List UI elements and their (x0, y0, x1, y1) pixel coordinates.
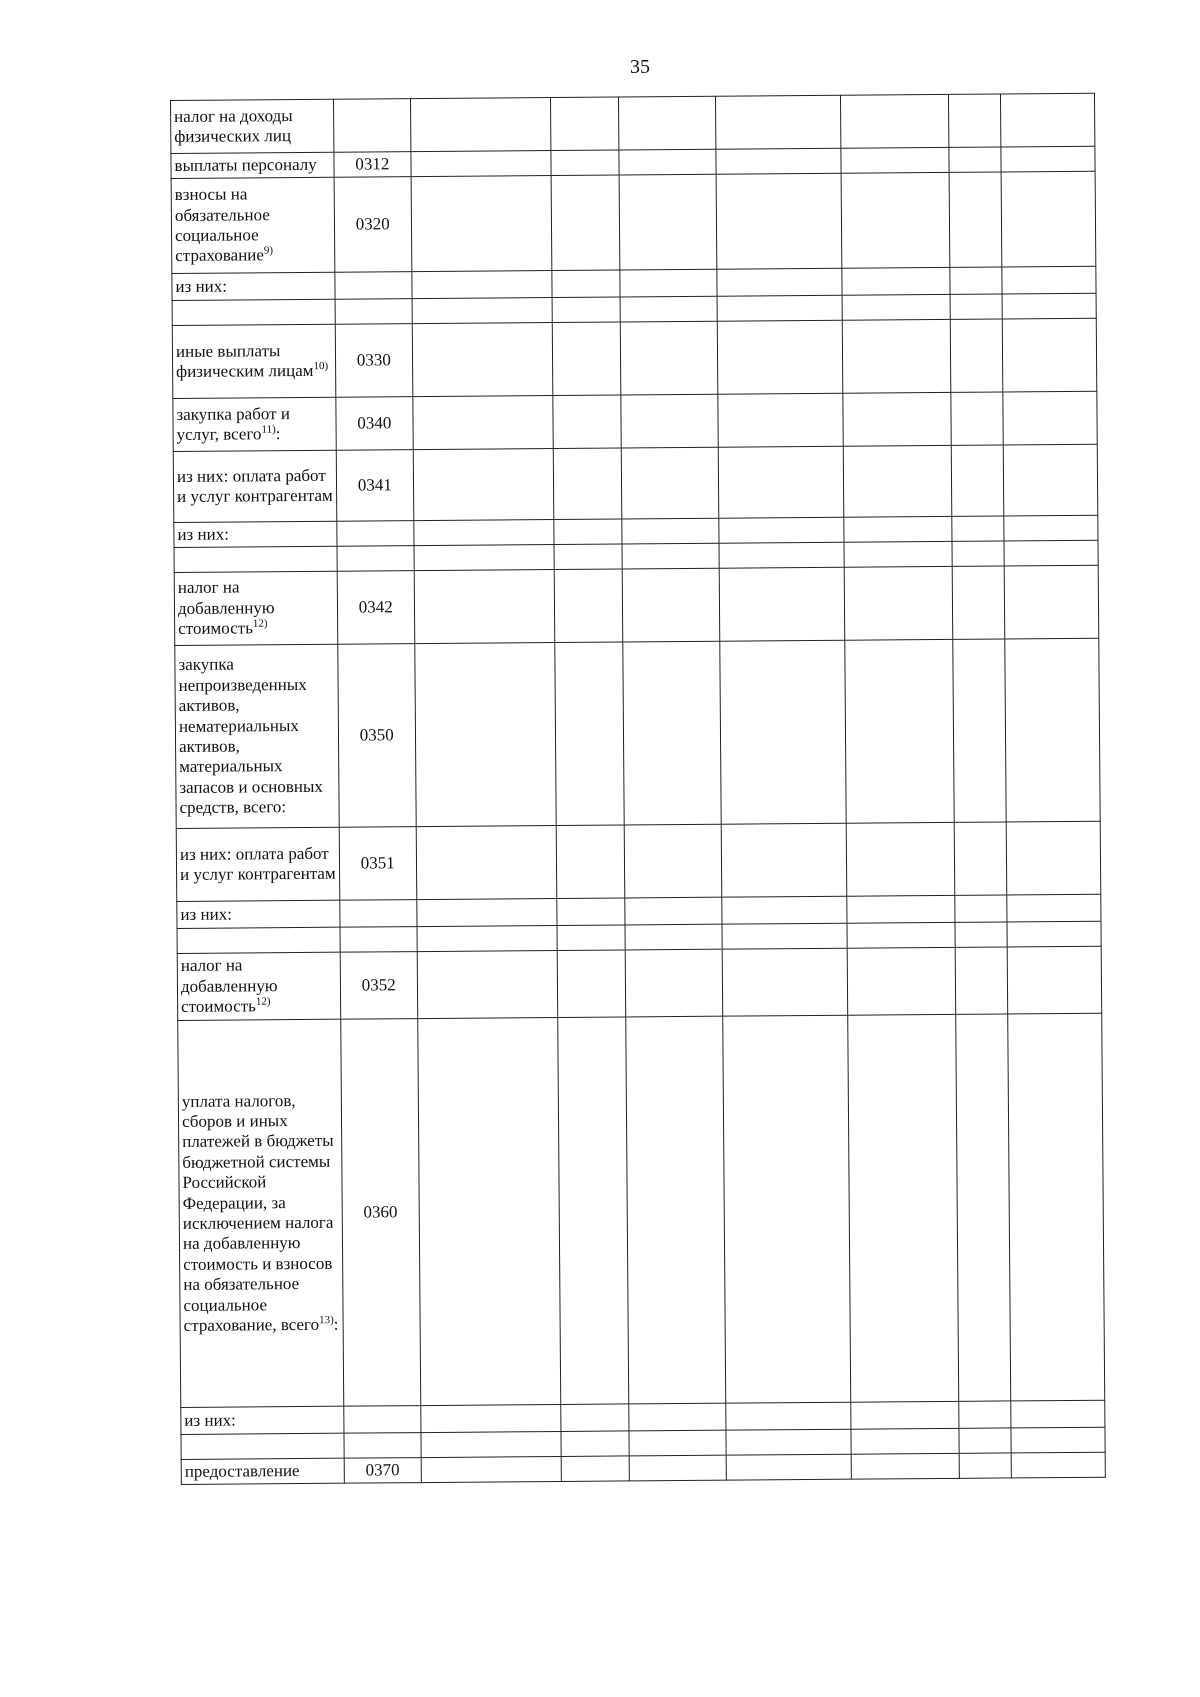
footnote-marker: 11) (261, 423, 276, 436)
empty-cell (624, 897, 722, 925)
empty-cell (719, 567, 845, 641)
empty-cell (416, 825, 557, 899)
empty-cell (551, 175, 619, 271)
empty-cell (842, 319, 951, 393)
row-code: 0330 (335, 324, 413, 398)
empty-cell (952, 566, 1004, 639)
empty-cell (717, 268, 842, 296)
empty-cell (410, 98, 551, 152)
empty-cell (412, 298, 552, 324)
empty-cell (554, 569, 622, 643)
empty-cell (1006, 894, 1101, 922)
empty-cell (412, 323, 553, 397)
empty-cell (723, 1015, 851, 1403)
row-label-text: из них: (177, 524, 229, 544)
empty-cell (844, 516, 952, 542)
empty-cell (953, 639, 1006, 822)
empty-cell (628, 1403, 726, 1431)
empty-cell (1011, 1452, 1105, 1478)
table-row (173, 391, 1097, 451)
empty-cell (413, 449, 554, 521)
empty-cell (418, 1017, 561, 1405)
row-code (335, 272, 412, 300)
row-label-text: иные выплаты физическим лицам (175, 340, 314, 381)
row-label-text: закупка непроизведенных активов, нематериальных активов, материальных запасов и основных средств, всего: (178, 654, 323, 818)
empty-cell (622, 568, 720, 642)
empty-cell (1003, 515, 1097, 541)
row-label-text: выплаты персоналу (174, 154, 317, 175)
empty-cell (847, 922, 955, 948)
empty-cell (722, 923, 847, 949)
empty-cell (552, 270, 620, 298)
empty-cell (952, 516, 1004, 541)
empty-cell (414, 569, 555, 643)
empty-cell (421, 1456, 561, 1482)
footnote-marker: 9) (263, 244, 274, 258)
empty-cell (841, 172, 950, 268)
row-label (173, 450, 336, 522)
row-label (177, 927, 340, 953)
footnote-marker: 12) (252, 617, 268, 630)
empty-cell (551, 97, 619, 151)
empty-cell (949, 94, 1001, 147)
row-code (335, 299, 412, 325)
empty-cell (851, 1401, 959, 1429)
empty-cell (555, 642, 624, 826)
empty-cell (553, 395, 621, 449)
row-code: 0352 (340, 952, 418, 1020)
empty-cell (716, 173, 842, 269)
footnote-marker: 13) (318, 1314, 334, 1327)
row-label (173, 397, 336, 451)
empty-cell (1004, 540, 1098, 566)
empty-cell (421, 1431, 561, 1457)
empty-cell (1007, 946, 1102, 1014)
row-label (174, 521, 337, 547)
empty-cell (625, 949, 723, 1017)
row-label-text: из них: (184, 1410, 236, 1430)
empty-cell (726, 1454, 851, 1480)
empty-cell (413, 396, 554, 450)
empty-cell (619, 174, 717, 270)
empty-cell (620, 321, 718, 395)
empty-cell (629, 1455, 727, 1481)
empty-cell (951, 392, 1003, 445)
empty-cell (620, 394, 718, 448)
empty-cell (417, 925, 557, 951)
row-label-text: из них: (175, 276, 228, 296)
empty-cell (558, 1017, 628, 1405)
row-label-text: налог на добавленную стоимость (177, 577, 275, 639)
row-label (172, 324, 335, 398)
empty-cell (952, 541, 1004, 566)
row-label (181, 1406, 344, 1434)
row-label-text: из них: оплата работ и услуг контрагентам (179, 843, 336, 884)
empty-cell (551, 150, 619, 176)
row-code: 0350 (338, 644, 417, 828)
table-row (171, 93, 1095, 153)
empty-cell (552, 297, 620, 323)
empty-cell (848, 1014, 959, 1402)
empty-cell (846, 822, 955, 896)
empty-cell (851, 1428, 959, 1454)
empty-cell (955, 922, 1007, 947)
row-label-text: из них: (180, 904, 232, 924)
row-label (177, 900, 340, 928)
row-code: 0351 (339, 827, 417, 901)
empty-cell (955, 822, 1007, 895)
row-label-tail: : (333, 1314, 339, 1334)
empty-cell (1002, 293, 1096, 319)
empty-cell (415, 642, 557, 826)
empty-cell (956, 1014, 1010, 1401)
empty-cell (1010, 1400, 1105, 1428)
empty-cell (1011, 1427, 1105, 1453)
row-code (337, 546, 414, 572)
row-label (174, 571, 337, 645)
empty-cell (719, 517, 844, 543)
empty-cell (1004, 565, 1099, 639)
empty-cell (624, 824, 722, 898)
row-code: 0370 (344, 1458, 421, 1484)
empty-cell (621, 518, 719, 544)
empty-cell (715, 95, 841, 149)
table-row (178, 1013, 1105, 1407)
row-code (337, 521, 414, 547)
empty-cell (845, 639, 955, 823)
empty-cell (621, 447, 719, 519)
row-label (177, 952, 340, 1020)
empty-cell (722, 896, 847, 924)
table-row (176, 821, 1101, 901)
empty-cell (716, 148, 841, 174)
empty-cell (1006, 821, 1101, 895)
empty-cell (951, 319, 1003, 392)
row-label (171, 177, 334, 273)
empty-cell (619, 269, 717, 297)
row-label-text: из них: оплата работ и услуг контрагентам (176, 465, 333, 506)
row-label-text: налог на добавленную стоимость (180, 955, 278, 1017)
empty-cell (414, 519, 554, 545)
empty-cell (411, 151, 551, 177)
empty-cell (557, 925, 625, 951)
row-label (181, 1458, 344, 1484)
empty-cell (622, 641, 721, 825)
report-table (170, 93, 1106, 1485)
empty-cell (843, 392, 952, 446)
row-code (340, 900, 417, 928)
empty-cell (843, 445, 952, 517)
empty-cell (1007, 921, 1101, 947)
empty-cell (1004, 638, 1100, 822)
empty-cell (1002, 266, 1097, 294)
empty-cell (950, 267, 1002, 294)
empty-cell (1000, 93, 1095, 147)
empty-cell (955, 947, 1007, 1014)
empty-cell (1003, 391, 1098, 445)
empty-cell (417, 950, 558, 1018)
empty-cell (1001, 146, 1095, 172)
empty-cell (553, 448, 621, 520)
empty-cell (717, 320, 843, 394)
empty-cell (721, 823, 847, 897)
row-label (175, 644, 339, 828)
row-label (181, 1433, 344, 1459)
row-label (174, 546, 337, 572)
empty-cell (959, 1453, 1011, 1478)
row-code (340, 927, 417, 953)
empty-cell (618, 96, 716, 150)
footnote-marker: 12) (255, 995, 271, 1008)
empty-cell (841, 94, 950, 148)
empty-cell (622, 543, 720, 569)
empty-cell (561, 1431, 629, 1457)
row-label (172, 272, 335, 300)
empty-cell (851, 1453, 959, 1479)
empty-cell (720, 640, 847, 824)
row-code (333, 99, 410, 153)
empty-cell (618, 149, 716, 175)
empty-cell (952, 445, 1004, 516)
row-code (343, 1406, 420, 1434)
empty-cell (417, 898, 557, 926)
empty-cell (718, 446, 844, 518)
empty-cell (557, 898, 625, 926)
empty-cell (844, 566, 953, 640)
empty-cell (717, 295, 842, 321)
empty-cell (557, 950, 625, 1018)
row-code: 0312 (334, 152, 411, 178)
row-label-text: закупка работ и услуг, всего (176, 403, 290, 444)
empty-cell (847, 947, 956, 1015)
row-code: 0360 (340, 1019, 420, 1407)
empty-cell (411, 176, 552, 272)
empty-cell (722, 948, 848, 1016)
row-label (178, 1019, 344, 1407)
empty-cell (949, 147, 1001, 172)
empty-cell (624, 924, 722, 950)
empty-cell (847, 895, 955, 923)
empty-cell (1007, 1013, 1104, 1401)
page-number: 35 (630, 56, 650, 78)
empty-cell (718, 393, 844, 447)
empty-cell (620, 296, 718, 322)
empty-cell (552, 322, 620, 396)
row-label (172, 299, 335, 325)
row-code: 0341 (336, 450, 414, 522)
empty-cell (842, 294, 950, 320)
row-label (171, 99, 334, 153)
table-body (171, 93, 1106, 1484)
row-code: 0342 (337, 571, 415, 645)
row-code: 0340 (336, 397, 413, 451)
table-row (171, 171, 1096, 273)
row-label (171, 152, 334, 178)
empty-cell (959, 1401, 1011, 1428)
empty-cell (561, 1456, 629, 1482)
empty-cell (421, 1404, 561, 1432)
row-label-text: взносы на обязательное социальное страхование (174, 184, 270, 266)
table-row (174, 565, 1099, 645)
empty-cell (950, 294, 1002, 319)
empty-cell (1001, 171, 1096, 267)
row-label-tail: : (275, 424, 281, 444)
row-code (344, 1433, 421, 1459)
report-sheet (170, 93, 1106, 1485)
empty-cell (1002, 318, 1097, 392)
empty-cell (842, 267, 950, 295)
empty-cell (628, 1430, 726, 1456)
empty-cell (554, 519, 622, 545)
empty-cell (412, 271, 552, 299)
empty-cell (726, 1429, 851, 1455)
empty-cell (414, 544, 554, 570)
empty-cell (625, 1016, 725, 1404)
empty-cell (1003, 444, 1098, 516)
empty-cell (955, 895, 1007, 922)
empty-cell (949, 172, 1001, 267)
table-row (173, 444, 1098, 522)
table-row (177, 946, 1101, 1020)
row-label (176, 827, 339, 901)
empty-cell (841, 147, 949, 173)
empty-cell (959, 1428, 1011, 1453)
empty-cell (554, 544, 622, 570)
row-label-text: уплата налогов, сборов и иных платежей в бюджеты бюджетной системы Российской Федерации, за исключением налога на добавленную стоимость и взносов на обязательное социальное страхование, всего (181, 1090, 334, 1335)
table-row (172, 318, 1097, 398)
table-row (175, 638, 1100, 828)
row-label-text: налог на доходы физических лиц (174, 105, 293, 146)
empty-cell (556, 825, 624, 899)
row-label-text: предоставление (184, 1460, 300, 1481)
empty-cell (726, 1402, 851, 1430)
row-code: 0320 (334, 177, 412, 273)
footnote-marker: 10) (313, 360, 329, 373)
empty-cell (719, 542, 844, 568)
empty-cell (561, 1404, 629, 1432)
empty-cell (844, 541, 952, 567)
